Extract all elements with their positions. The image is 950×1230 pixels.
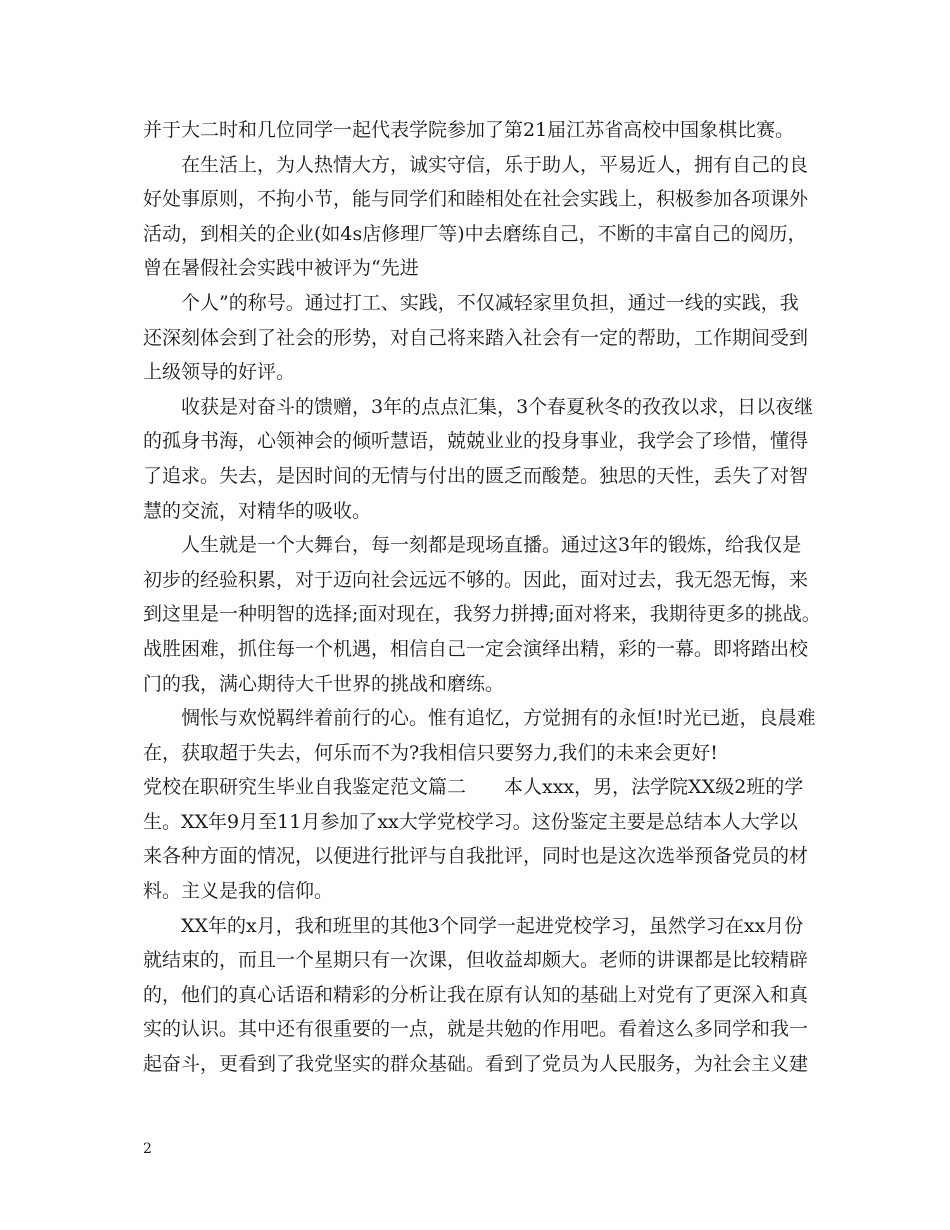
text-line: 的，他们的真心话语和精彩的分析让我在原有认知的基础上对党有了更深入和真 [143,983,809,1006]
text-line: 在，获取超于失去，何乐而不为?我相信只要努力,我们的未来会更好! [143,741,718,764]
text-line: 了追求。失去，是因时间的无情与付出的匮乏而酸楚。独思的天性，丢失了对智 [143,464,809,487]
text-line: 上级领导的好评。 [143,361,296,384]
text-line: 并于大二时和几位同学一起代表学院参加了第21届江苏省高校中国象棋比赛。 [143,119,795,141]
text-line: 来各种方面的情况，以便进行批评与自我批评，同时也是这次选举预备党员的材 [143,845,809,868]
text-line: 党校在职研究生毕业自我鉴定范文篇二 本人xxx，男，法学院XX级2班的学 [143,776,804,799]
text-line: 收获是对奋斗的馈赠，3年的点点汇集，3个春夏秋冬的孜孜以求，日以夜继 [181,395,814,418]
page-number: 2 [143,1141,152,1157]
text-line: 好处事原则，不拘小节，能与同学们和睦相处在社会实践上，积极参加各项课外 [143,188,809,211]
text-line: 战胜困难，抓住每一个机遇，相信自己一定会演绎出精，彩的一幕。即将踏出校 [143,637,809,660]
text-line: 的孤身书海，心领神会的倾听慧语，兢兢业业的投身事业，我学会了珍惜，懂得 [143,430,809,453]
text-line: 活动，到相关的企业(如4s店修理厂等)中去磨练自己，不断的丰富自己的阅历， [143,222,807,245]
text-line: 实的认识。其中还有很重要的一点，就是共勉的作用吧。看着这么多同学和我一 [143,1018,809,1041]
text-line: 个人”的称号。通过打工、实践，不仅减轻家里负担，通过一线的实践，我 [181,291,799,314]
text-line: 起奋斗，更看到了我党坚实的群众基础。看到了党员为人民服务，为社会主义建 [143,1053,809,1076]
text-line: 生。XX年9月至11月参加了xx大学党校学习。这份鉴定主要是总结本人大学以 [143,810,798,833]
body-text [143,113,833,1082]
text-line: 惆怅与欢悦羁绊着前行的心。惟有追忆，方觉拥有的永恒!时光已逝，良晨难 [181,707,816,730]
text-line: 料。主义是我的信仰。 [143,880,334,903]
text-line: 在生活上，为人热情大方，诚实守信，乐于助人，平易近人，拥有自己的良 [181,153,809,176]
text-line: 曾在暑假社会实践中被评为“先进 [143,257,419,280]
text-line: 门的我，满心期待大千世界的挑战和磨练。 [143,672,505,695]
text-line: 还深刻体会到了社会的形势，对自己将来踏入社会有一定的帮助，工作期间受到 [143,326,809,349]
text-line: 到这里是一种明智的选择;面对现在，我努力拼搏;面对将来，我期待更多的挑战。 [143,603,821,626]
text-line: 人生就是一个大舞台，每一刻都是现场直播。通过这3年的锻炼，给我仅是 [181,534,802,557]
text-line: XX年的x月，我和班里的其他3个同学一起进党校学习，虽然学习在xx月份 [181,914,804,937]
text-line: 慧的交流，对精华的吸收。 [143,499,372,522]
text-line: 就结束的，而且一个星期只有一次课，但收益却颇大。老师的讲课都是比较精辟 [143,949,809,972]
text-line: 初步的经验积累，对于迈向社会远远不够的。因此，面对过去，我无怨无悔，来 [143,568,809,591]
